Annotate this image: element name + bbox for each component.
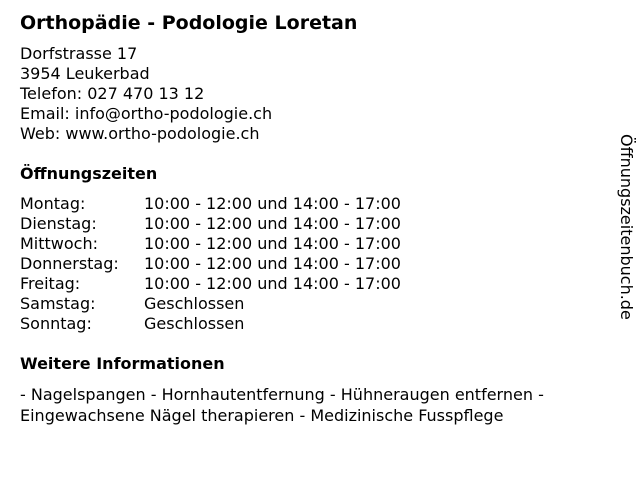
hours-value: 10:00 - 12:00 und 14:00 - 17:00: [144, 194, 401, 213]
day-label: Sonntag:: [20, 314, 92, 333]
business-card: [20, 10, 620, 426]
business-name: Orthopädie - Podologie Loretan: [20, 12, 358, 34]
day-label: Samstag:: [20, 294, 96, 313]
hours-row-tuesday: [20, 214, 620, 234]
day-label: Montag:: [20, 194, 86, 213]
hours-value: 10:00 - 12:00 und 14:00 - 17:00: [144, 234, 401, 253]
hours-value: 10:00 - 12:00 und 14:00 - 17:00: [144, 214, 401, 233]
opening-hours-table: [20, 194, 620, 334]
hours-value: 10:00 - 12:00 und 14:00 - 17:00: [144, 254, 401, 273]
more-info-text: - Nagelspangen - Hornhautentfernung - Hühneraugen entfernen - Eingewachsene Nägel therapieren - Medizinische Fusspflege: [20, 385, 544, 425]
city-address: 3954 Leukerbad: [20, 64, 150, 83]
hours-row-friday: [20, 274, 620, 294]
hours-row-thursday: [20, 254, 620, 274]
hours-value: 10:00 - 12:00 und 14:00 - 17:00: [144, 274, 401, 293]
day-label: Mittwoch:: [20, 234, 98, 253]
day-label: Dienstag:: [20, 214, 97, 233]
street-address: Dorfstrasse 17: [20, 44, 138, 63]
more-info-heading: Weitere Informationen: [20, 354, 225, 373]
contact-block: [20, 44, 620, 144]
hours-row-wednesday: [20, 234, 620, 254]
email-address: Email: info@ortho-podologie.ch: [20, 104, 273, 123]
day-label: Freitag:: [20, 274, 81, 293]
day-label: Donnerstag:: [20, 254, 119, 273]
hours-row-monday: [20, 194, 620, 214]
hours-value: Geschlossen: [144, 294, 245, 313]
side-watermark: [612, 134, 640, 364]
website-address: Web: www.ortho-podologie.ch: [20, 124, 260, 143]
hours-row-sunday: [20, 314, 620, 334]
opening-hours-heading: Öffnungszeiten: [20, 164, 158, 183]
hours-row-saturday: [20, 294, 620, 314]
phone-number: Telefon: 027 470 13 12: [20, 84, 205, 103]
hours-value: Geschlossen: [144, 314, 245, 333]
side-watermark-text: Öffnungszeitenbuch.de: [617, 134, 636, 320]
